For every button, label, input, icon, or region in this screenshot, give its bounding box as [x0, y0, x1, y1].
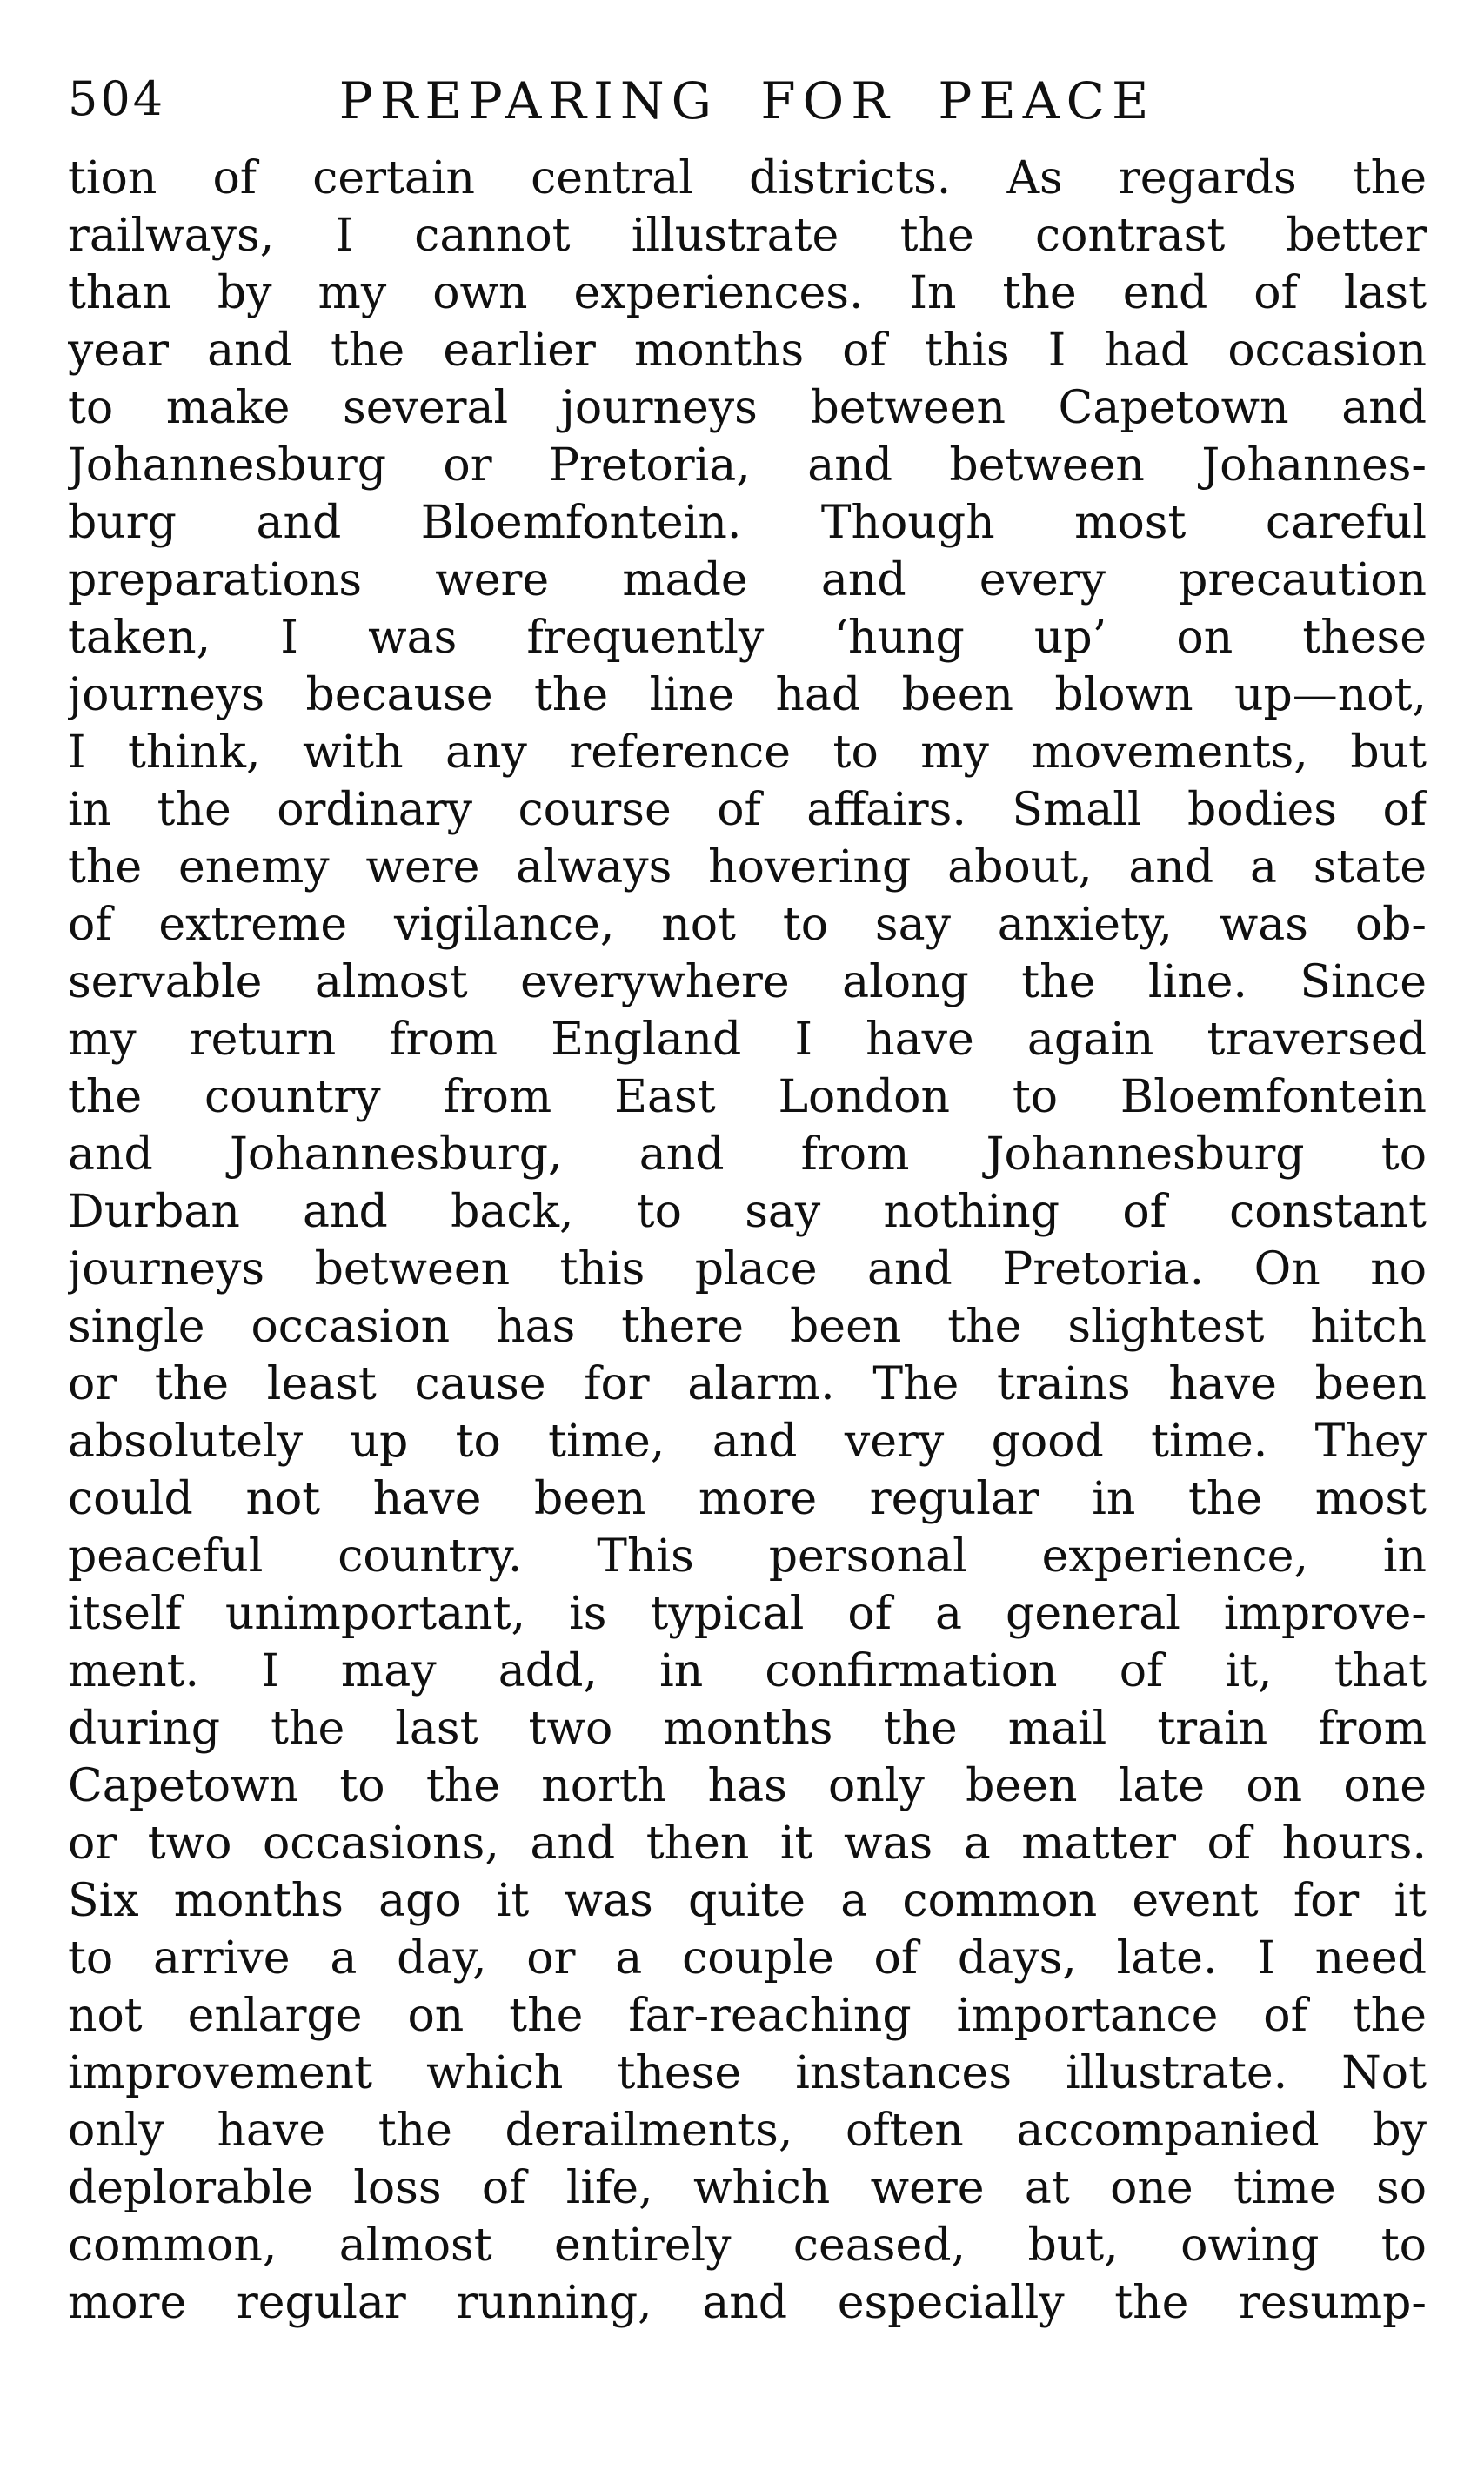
- text-line: common, almost entirely ceased, but, owing to: [68, 2219, 1427, 2272]
- text-line: single occasion has there been the slightest hitch: [68, 1301, 1427, 1353]
- text-line: not enlarge on the far-reaching importance of the: [68, 1990, 1427, 2042]
- text-line: my return from England I have again traversed: [68, 1014, 1427, 1066]
- text-line: the enemy were always hovering about, and a state: [68, 841, 1427, 894]
- text-line: servable almost everywhere along the line. Since: [68, 956, 1427, 1008]
- text-line: preparations were made and every precaution: [68, 554, 1427, 606]
- text-line: improvement which these instances illustrate. Not: [68, 2047, 1427, 2099]
- text-line: Capetown to the north has only been late on one: [68, 1760, 1427, 1812]
- text-line: in the ordinary course of affairs. Small bodies of: [68, 784, 1427, 836]
- text-line: the country from East London to Bloemfontein: [68, 1071, 1427, 1123]
- text-line: could not have been more regular in the most: [68, 1473, 1427, 1525]
- text-line: peaceful country. This personal experience, in: [68, 1530, 1427, 1583]
- text-line: than by my own experiences. In the end of last: [68, 267, 1427, 319]
- text-line: and Johannesburg, and from Johannesburg to: [68, 1128, 1427, 1181]
- text-line: deplorable loss of life, which were at one time so: [68, 2162, 1427, 2214]
- text-line: tion of certain central districts. As regards the: [68, 152, 1427, 204]
- running-title: PREPARING FOR PEACE: [338, 71, 1156, 131]
- text-line: to make several journeys between Capetown and: [68, 382, 1427, 434]
- text-line: during the last two months the mail train from: [68, 1703, 1427, 1755]
- text-line: ment. I may add, in confirmation of it, that: [68, 1645, 1427, 1697]
- text-line: Johannesburg or Pretoria, and between Johannes-: [68, 439, 1427, 492]
- page-number: 504: [68, 71, 166, 126]
- text-line: journeys because the line had been blown up—not,: [68, 669, 1427, 721]
- text-line: Six months ago it was quite a common event for it: [68, 1875, 1427, 1927]
- text-line: railways, I cannot illustrate the contrast better: [68, 210, 1427, 262]
- text-line: journeys between this place and Pretoria. On no: [68, 1243, 1427, 1295]
- text-line: burg and Bloemfontein. Though most careful: [68, 497, 1427, 549]
- text-line: itself unimportant, is typical of a general improve-: [68, 1588, 1427, 1640]
- text-line: Durban and back, to say nothing of constant: [68, 1186, 1427, 1238]
- text-line: year and the earlier months of this I had occasion: [68, 325, 1427, 377]
- text-line: absolutely up to time, and very good time. They: [68, 1416, 1427, 1468]
- text-line: or the least cause for alarm. The trains have been: [68, 1358, 1427, 1410]
- page-header: [68, 68, 1427, 129]
- text-line: only have the derailments, often accompanied by: [68, 2105, 1427, 2157]
- text-line: of extreme vigilance, not to say anxiety, was ob-: [68, 899, 1427, 951]
- text-line: or two occasions, and then it was a matter of hours.: [68, 1817, 1427, 1870]
- text-line: more regular running, and especially the resump-: [68, 2277, 1427, 2329]
- text-line: I think, with any reference to my movements, but: [68, 726, 1427, 779]
- text-line: taken, I was frequently ‘hung up’ on these: [68, 612, 1427, 664]
- page-body: [68, 150, 1427, 2332]
- text-line: to arrive a day, or a couple of days, late. I need: [68, 1932, 1427, 1985]
